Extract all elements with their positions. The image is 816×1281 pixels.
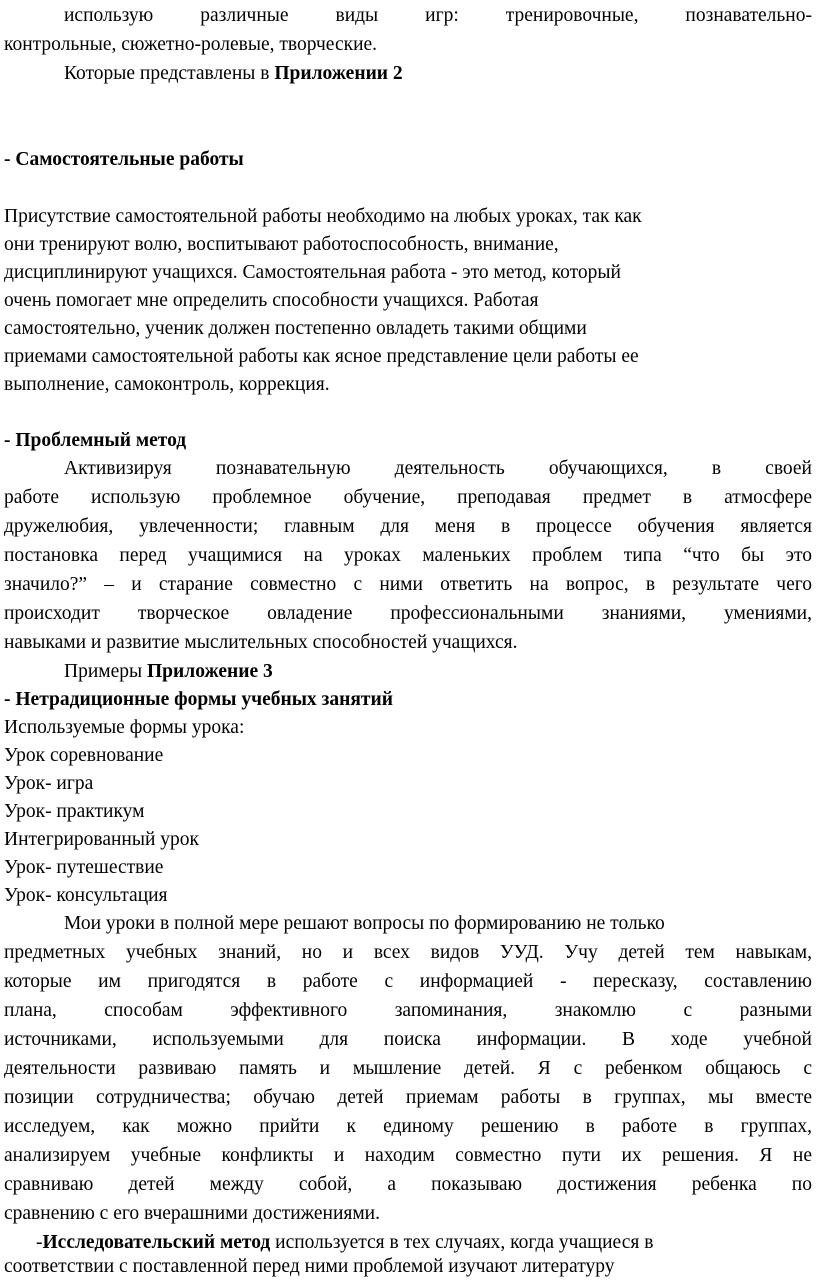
text-line: контрольные, сюжетно-ролевые, творческие. [4,34,378,55]
text-line: навыками и развитие мыслительных способностей учащихся. [4,632,518,653]
text-line: они тренируют волю, воспитывают работоспособность, внимание, [4,234,559,255]
text-line: дисциплинируют учащихся. Самостоятельная работа - это метод, который [4,262,621,283]
list-item: Урок- путешествие [4,857,164,878]
text-line: использую различные виды игр: тренировочные, познавательно- [64,5,812,26]
appendix-ref: Приложении 2 [274,63,403,84]
list-item: Интегрированный урок [4,829,199,850]
section-heading: - Самостоятельные работы [4,149,244,170]
text-line: самостоятельно, ученик должен постепенно овладеть такими общими [4,318,587,339]
text-line: которые им пригодятся в работе с информацией - пересказу, составлению [4,971,812,992]
text-line: Примеры Приложение 3 [64,661,273,682]
text-line: значило?” – и старание совместно с ними ответить на вопрос, в результате чего [4,574,812,595]
text-line: происходит творческое овладение профессиональными знаниями, умениями, [4,603,812,624]
text-line: приемами самостоятельной работы как ясное представление цели работы ее [4,346,639,367]
text-line: Которые представлены в Приложении 2 [64,63,403,84]
list-intro: Используемые формы урока: [4,717,245,738]
section-heading: - Проблемный метод [4,430,187,451]
list-item: Урок соревнование [4,745,164,766]
list-item: Урок- игра [4,773,94,794]
text-line: Мои уроки в полной мере решают вопросы по формированию не только [64,913,665,934]
text-line: позиции сотрудничества; обучаю детей приемам работы в группах, мы вместе [4,1087,812,1108]
appendix-ref: Приложение 3 [147,661,273,682]
text-line: соответствии с поставленной перед ними проблемой изучают литературу [4,1256,615,1277]
text-line: Присутствие самостоятельной работы необходимо на любых уроках, так как [4,206,642,227]
text-line: деятельности развиваю память и мышление детей. Я с ребенком общаюсь с [4,1058,812,1079]
text-line: постановка перед учащимися на уроках маленьких проблем типа “что бы это [4,545,812,566]
list-item: Урок- практикум [4,801,145,822]
text-line: источниками, используемыми для поиска информации. В ходе учебной [4,1029,812,1050]
text-line: дружелюбия, увлеченности; главным для меня в процессе обучения является [4,516,812,537]
text-line: очень помогает мне определить способности учащихся. Работая [4,290,539,311]
text-line: выполнение, самоконтроль, коррекция. [4,374,330,395]
text-line: исследуем, как можно прийти к единому решению в работе в группах, [4,1116,812,1137]
text-line: сравниваю детей между собой, а показываю достижения ребенка по [4,1174,812,1195]
list-item: Урок- консультация [4,885,168,906]
text-line: -Исследовательский метод используется в тех случаях, когда учащиеся в [36,1232,654,1253]
section-heading: - Нетрадиционные формы учебных занятий [4,689,393,710]
text-line: плана, способам эффективного запоминания, знакомлю с разными [4,1000,812,1021]
text-line: предметных учебных знаний, но и всех видов УУД. Учу детей тем навыкам, [4,942,812,963]
text-line: работе использую проблемное обучение, преподавая предмет в атмосфере [4,487,812,508]
text-line: Активизируя познавательную деятельность обучающихся, в своей [64,458,812,479]
text-line: анализируем учебные конфликты и находим совместно пути их решения. Я не [4,1145,812,1166]
text-line: сравнению с его вчерашними достижениями. [4,1203,380,1224]
method-term: Исследовательский метод [42,1232,271,1253]
